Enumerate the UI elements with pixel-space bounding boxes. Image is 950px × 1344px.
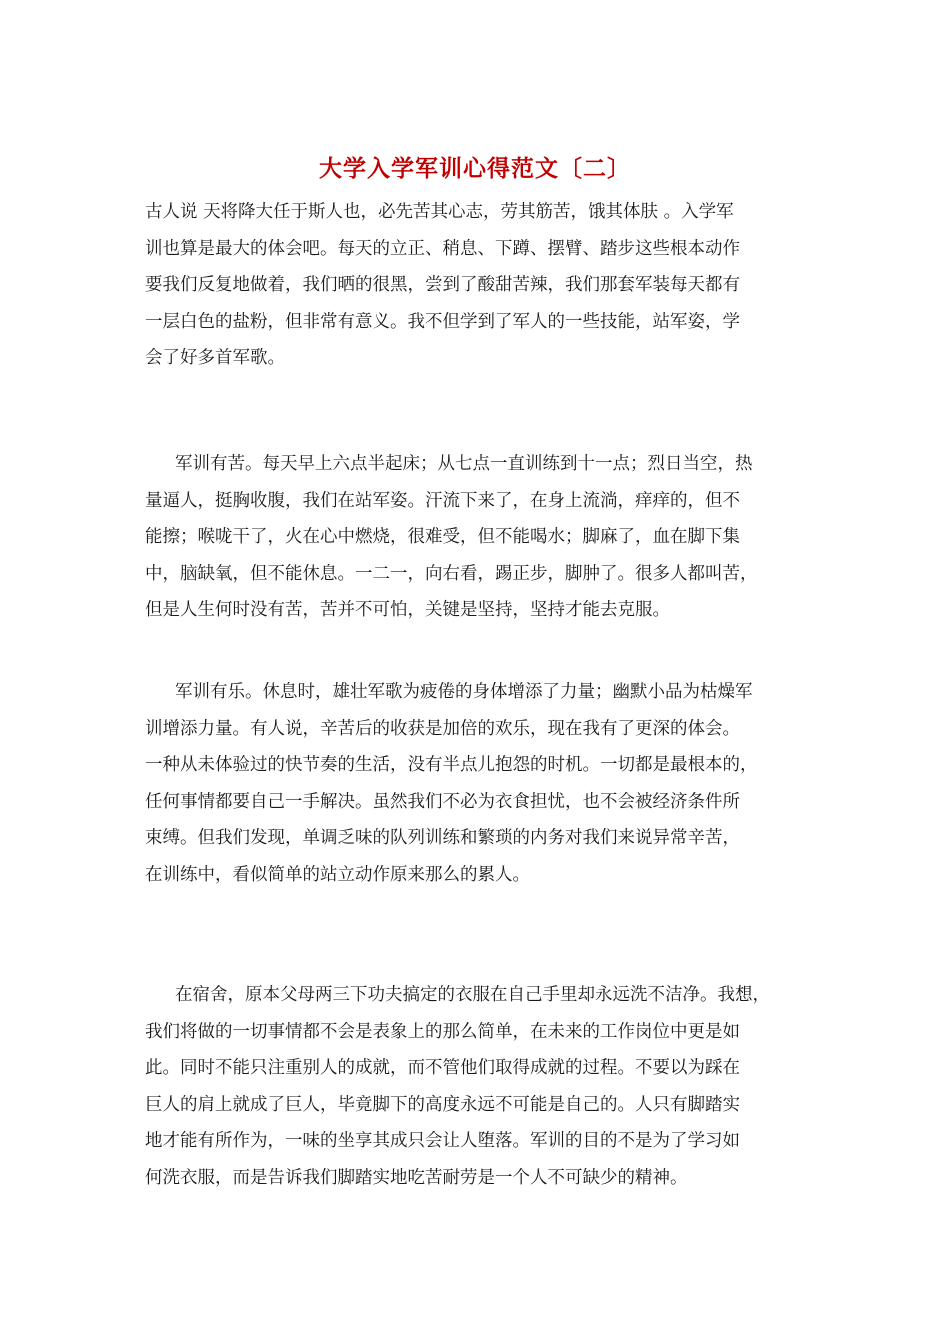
paragraph-line: 在宿舍，原本父母两三下功夫搞定的衣服在自己手里却永远洗不洁净。我想， (175, 985, 770, 1005)
paragraph-4 (145, 977, 815, 1196)
paragraph-line: 一层白色的盐粉，但非常有意义。我不但学到了军人的一些技能，站军姿，学 (145, 311, 740, 332)
paragraph-line: 我们将做的一切事情都不会是表象上的那么简单，在未来的工作岗位中更是如 (145, 1021, 740, 1042)
paragraph-line: 会了好多首军歌。 (145, 348, 285, 368)
paragraph-1 (145, 194, 815, 377)
paragraph-line: 但是人生何时没有苦，苦并不可怕，关键是坚持，坚持才能去克服。 (145, 600, 670, 620)
paragraph-line: 军训有乐。休息时，雄壮军歌为疲倦的身体增添了力量；幽默小品为枯燥军 (175, 682, 753, 702)
paragraph-3 (145, 674, 815, 893)
paragraph-line: 能擦；喉咙干了，火在心中燃烧，很难受，但不能喝水；脚麻了，血在脚下集 (145, 527, 740, 547)
paragraph-line: 军训有苦。每天早上六点半起床；从七点一直训练到十一点；烈日当空，热 (175, 454, 753, 474)
paragraph-line: 一种从未体验过的快节奏的生活，没有半点儿抱怨的时机。一切都是最根本的， (145, 755, 758, 775)
paragraph-line: 训增添力量。有人说，辛苦后的收获是加倍的欢乐，现在我有了更深的体会。 (145, 718, 740, 739)
paragraph-line: 任何事情都要自己一手解决。虽然我们不必为衣食担忧，也不会被经济条件所 (145, 791, 740, 812)
paragraph-line: 要我们反复地做着，我们晒的很黑，尝到了酸甜苦辣，我们那套军装每天都有 (145, 275, 740, 295)
paragraph-line: 地才能有所作为，一味的坐享其成只会让人堕落。军训的目的不是为了学习如 (145, 1131, 740, 1151)
paragraph-line: 古人说 天将降大任于斯人也，必先苦其心志，劳其筋苦，饿其体肤 。入学军 (145, 202, 734, 222)
paragraph-line: 中，脑缺氧，但不能休息。一二一，向右看，踢正步，脚肿了。很多人都叫苦， (145, 563, 758, 584)
paragraph-line: 巨人的肩上就成了巨人，毕竟脚下的高度永远不可能是自己的。人只有脚踏实 (145, 1094, 740, 1115)
paragraph-line: 此。同时不能只注重别人的成就，而不管他们取得成就的过程。不要以为踩在 (145, 1058, 740, 1078)
paragraph-line: 训也算是最大的体会吧。每天的立正、稍息、下蹲、摆臂、踏步这些根本动作 (145, 238, 740, 259)
paragraph-2 (145, 446, 815, 629)
paragraph-line: 束缚。但我们发现，单调乏味的队列训练和繁琐的内务对我们来说异常辛苦， (145, 828, 740, 848)
paragraph-line: 何洗衣服，而是告诉我们脚踏实地吃苦耐劳是一个人不可缺少的精神。 (145, 1167, 688, 1188)
document-title: 大学入学军训心得范文〔二〕 (319, 156, 631, 182)
paragraph-line: 量逼人，挺胸收腹，我们在站军姿。汗流下来了，在身上流淌，痒痒的，但不 (145, 490, 740, 511)
paragraph-line: 在训练中，看似简单的站立动作原来那么的累人。 (145, 864, 530, 885)
